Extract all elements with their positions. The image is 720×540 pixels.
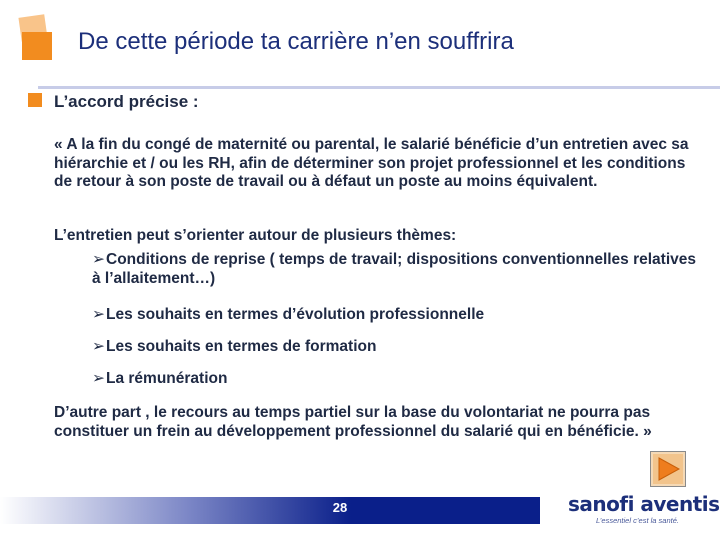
company-logo: sanofi aventis xyxy=(568,492,720,516)
quote-paragraph: « A la fin du congé de maternité ou parental, le salarié bénéficie d’un entretien avec sa hiérarchie et / ou les RH, afin de déterminer son projet professionnel et les conditions de retour à son poste de travail ou à défaut un poste au moins équivalent. xyxy=(54,136,689,190)
arrow-bullet-icon: ➢ xyxy=(92,338,105,355)
title-decoration-icon xyxy=(18,14,58,64)
square-bullet-icon xyxy=(28,93,46,107)
slide-title: De cette période ta carrière n’en souffrira xyxy=(78,28,514,55)
logo-tagline: L’essentiel c’est la santé. xyxy=(596,516,679,525)
page-number: 28 xyxy=(332,500,348,515)
closing-paragraph: D’autre part , le recours au temps partiel sur la base du volontariat ne pourra pas constituer un frein au développement professionnel du salarié qui en bénéficie. » xyxy=(54,404,652,440)
arrow-bullet-icon: ➢ xyxy=(92,370,105,387)
themes-lead: L’entretien peut s’orienter autour de plusieurs thèmes: xyxy=(54,227,457,244)
arrow-bullet-icon: ➢ xyxy=(92,251,105,268)
theme-text: Les souhaits en termes d’évolution professionnelle xyxy=(106,306,485,323)
theme-text: La rémunération xyxy=(106,370,228,387)
theme-item xyxy=(92,251,702,288)
play-next-icon[interactable] xyxy=(650,451,686,487)
theme-item xyxy=(92,370,702,389)
intro-heading: L’accord précise : xyxy=(54,92,199,111)
title-divider xyxy=(38,86,720,89)
theme-text: Les souhaits en termes de formation xyxy=(106,338,377,355)
footer-bar xyxy=(0,497,540,524)
theme-item xyxy=(92,338,702,357)
theme-item xyxy=(92,306,702,325)
arrow-bullet-icon: ➢ xyxy=(92,306,105,323)
theme-text: Conditions de reprise ( temps de travail; dispositions conventionnelles relatives à l’allaitement…) xyxy=(92,251,697,287)
